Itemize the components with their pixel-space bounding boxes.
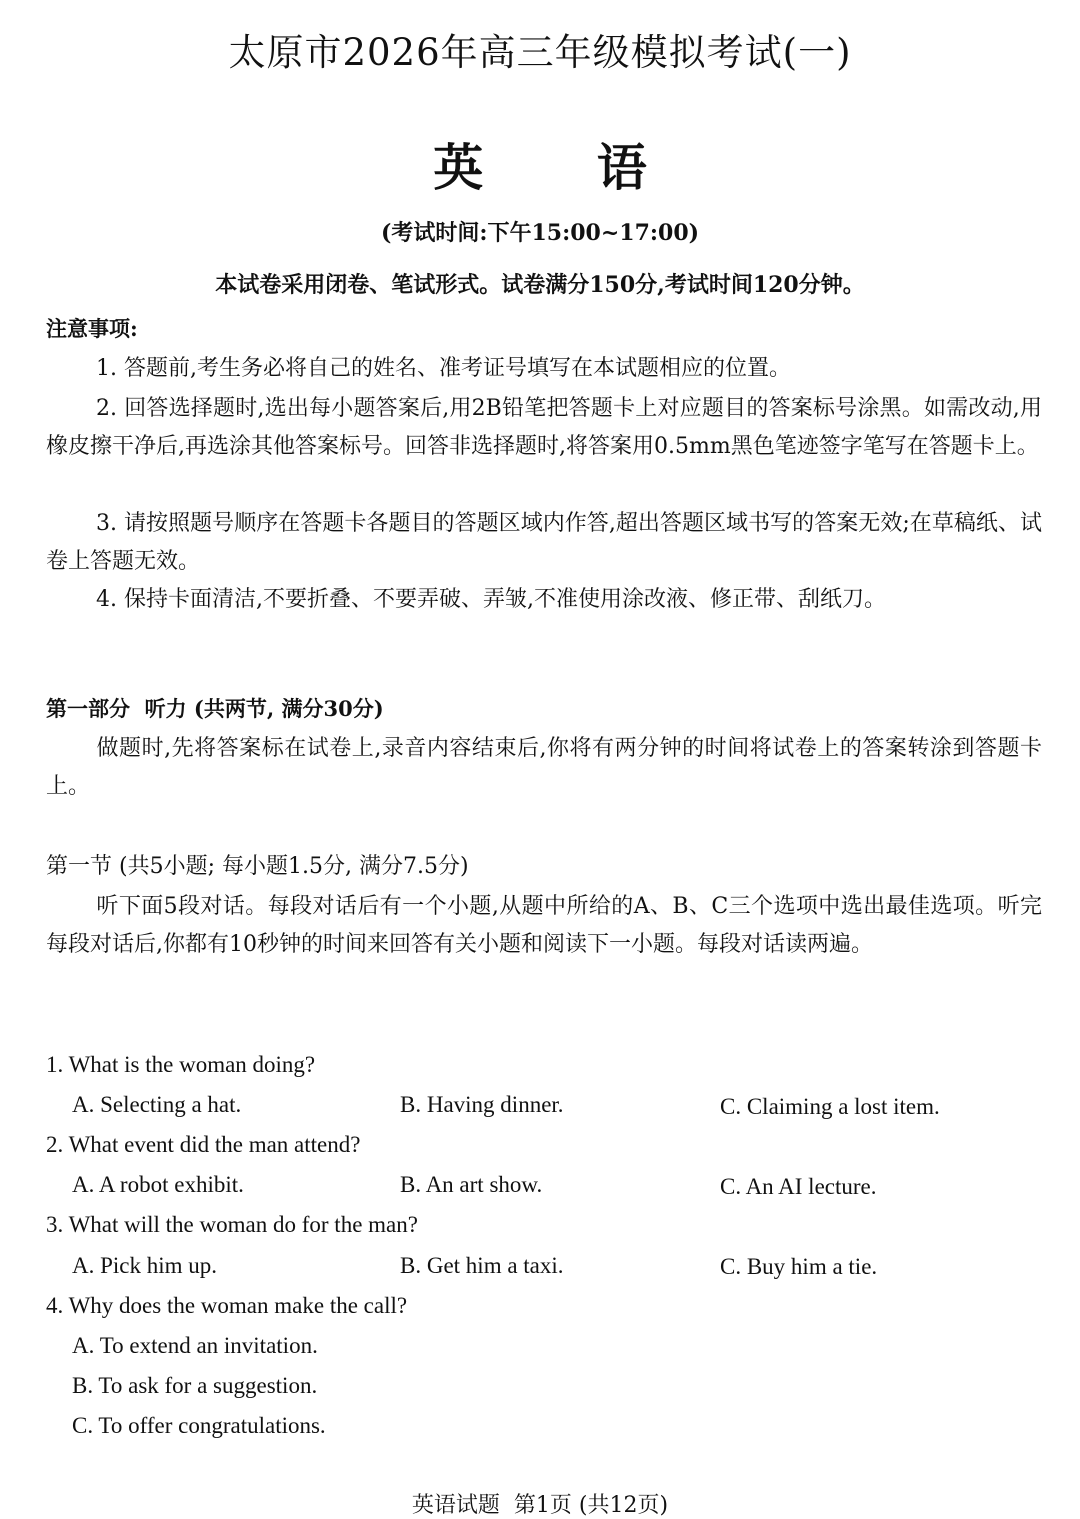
question-4-option-b: B. To ask for a suggestion. — [72, 1373, 318, 1398]
question-1-option-b: B. Having dinner. — [400, 1092, 564, 1117]
question-2-option-c: C. An AI lecture. — [720, 1174, 877, 1199]
exam-title: 太原市2026年高三年级模拟考试(一) — [228, 31, 852, 74]
question-1-option-c: C. Claiming a lost item. — [720, 1094, 940, 1119]
question-1-stem: 1. What is the woman doing? — [46, 1052, 316, 1077]
note-text-3: 3. 请按照题号顺序在答题卡各题目的答题区域内作答,超出答题区域书写的答案无效;在草稿纸、试卷上答题无效。 — [46, 511, 1042, 574]
question-2-option-a: A. A robot exhibit. — [72, 1172, 244, 1197]
notes-heading: 注意事项: — [46, 316, 138, 341]
question-4-stem: 4. Why does the woman make the call? — [46, 1293, 408, 1318]
note-text-2: 2. 回答选择题时,选出每小题答案后,用2B铅笔把答题卡上对应题目的答案标号涂黑。如需改动,用橡皮擦干净后,再选涂其他答案标号。回答非选择题时,将答案用0.5mm黑色笔迹签字笔写在答题卡上。 — [46, 396, 1042, 459]
question-4-option-a: A. To extend an invitation. — [72, 1333, 318, 1358]
question-3-stem: 3. What will the woman do for the man? — [46, 1212, 418, 1237]
subject-title: 英 语 — [433, 138, 695, 197]
note-item-3 — [46, 505, 1042, 581]
note-item-2 — [46, 390, 1042, 466]
question-3-option-b: B. Get him a taxi. — [400, 1253, 564, 1278]
exam-time: (考试时间:下午15:00~17:00) — [380, 220, 700, 246]
section1-instruction — [46, 888, 1042, 964]
question-3-option-a: A. Pick him up. — [72, 1253, 218, 1278]
part1-instruction-text: 做题时,先将答案标在试卷上,录音内容结束后,你将有两分钟的时间将试卷上的答案转涂到答题卡上。 — [46, 736, 1042, 799]
section1-instruction-text: 听下面5段对话。每段对话后有一个小题,从题中所给的A、B、C三个选项中选出最佳选项。听完每段对话后,你都有10秒钟的时间来回答有关小题和阅读下一小题。每段对话读两遍。 — [46, 894, 1042, 957]
exam-format: 本试卷采用闭卷、笔试形式。试卷满分150分,考试时间120分钟。 — [215, 272, 865, 298]
note-item-1 — [46, 350, 1042, 388]
question-2-stem: 2. What event did the man attend? — [46, 1132, 361, 1157]
question-4-option-c: C. To offer congratulations. — [72, 1413, 326, 1438]
part1-heading: 第一部分 听力 (共两节, 满分30分) — [46, 696, 384, 721]
note-text-1: 1. 答题前,考生务必将自己的姓名、准考证号填写在本试题相应的位置。 — [96, 356, 791, 381]
note-item-4 — [46, 581, 1042, 619]
question-2-option-b: B. An art show. — [400, 1172, 543, 1197]
question-1-option-a: A. Selecting a hat. — [72, 1092, 242, 1117]
note-text-4: 4. 保持卡面清洁,不要折叠、不要弄破、弄皱,不准使用涂改液、修正带、刮纸刀。 — [96, 587, 886, 612]
page-footer: 英语试题 第1页 (共12页) — [411, 1493, 669, 1518]
section1-heading: 第一节 (共5小题; 每小题1.5分, 满分7.5分) — [46, 854, 469, 879]
part1-instruction — [46, 730, 1042, 806]
question-3-option-c: C. Buy him a tie. — [720, 1254, 878, 1279]
